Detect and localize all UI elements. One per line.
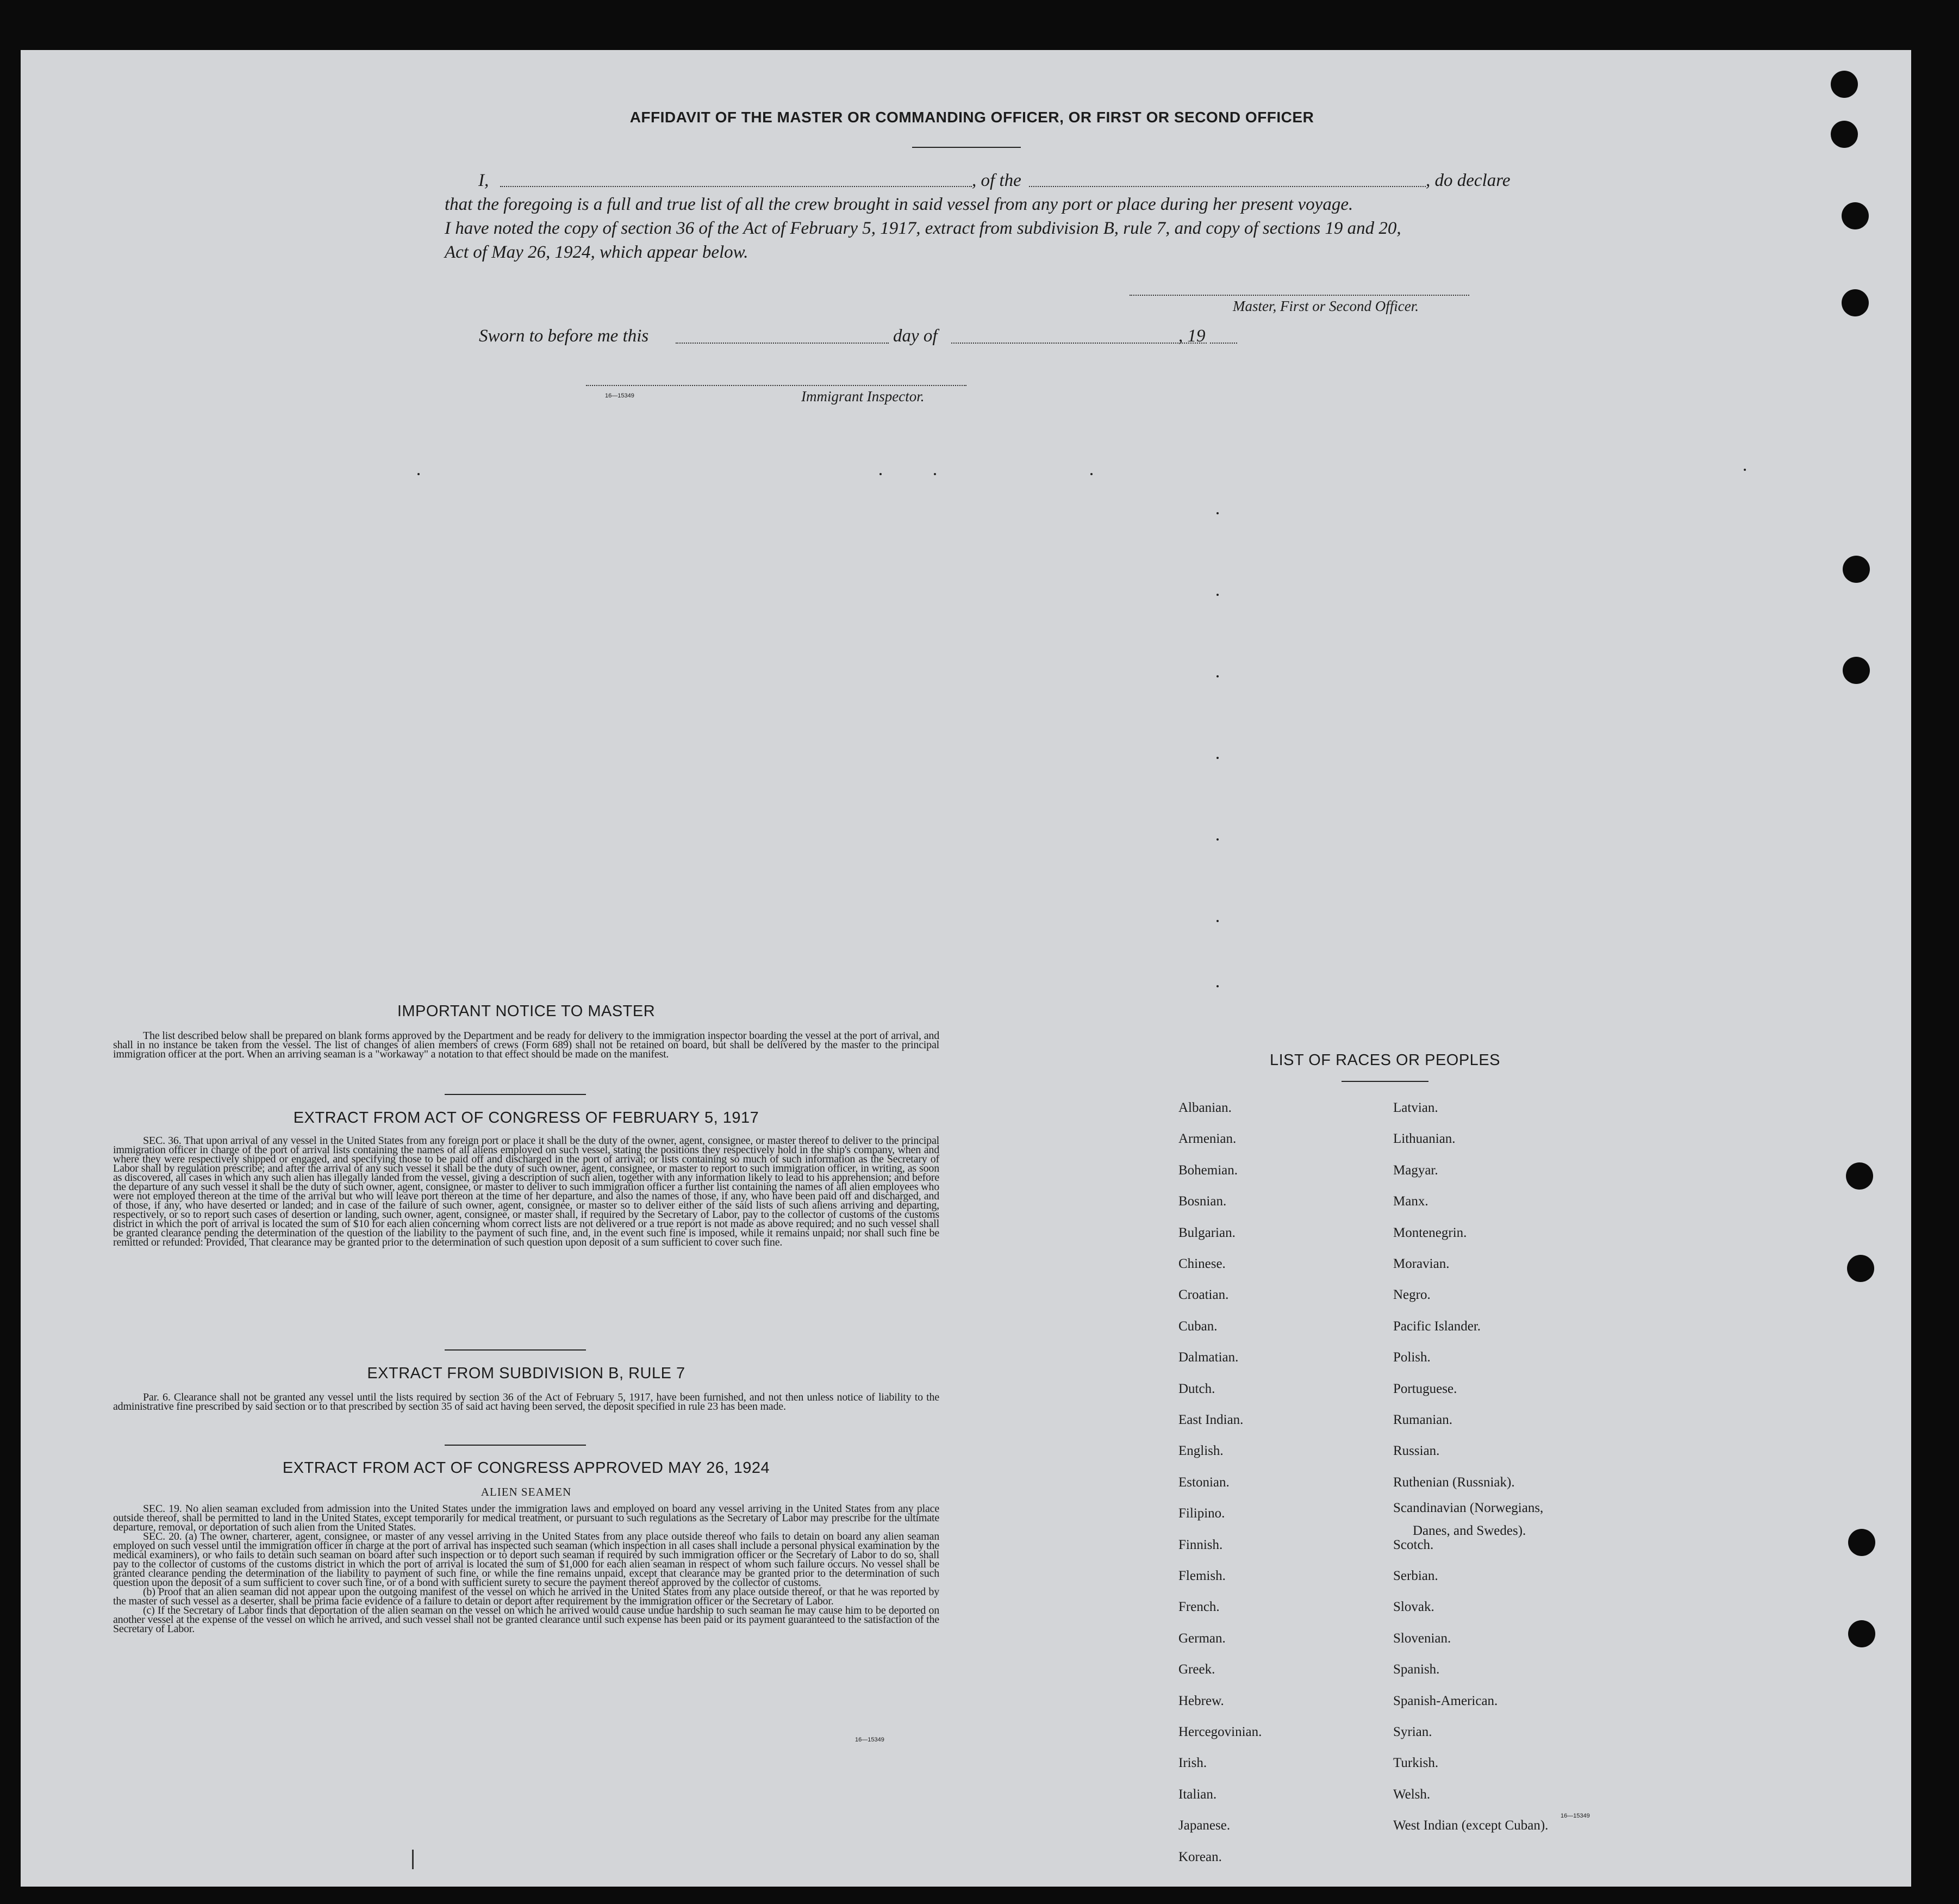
race-item: Rumanian. bbox=[1393, 1413, 1453, 1427]
race-item: Slovenian. bbox=[1393, 1631, 1451, 1646]
race-item: West Indian (except Cuban). bbox=[1393, 1818, 1549, 1833]
inspector-label: Immigrant Inspector. bbox=[801, 388, 925, 405]
race-item: English. bbox=[1178, 1443, 1224, 1459]
extract-1924-title: EXTRACT FROM ACT OF CONGRESS APPROVED MAY 26, 1924 bbox=[282, 1459, 770, 1477]
race-item: Bosnian. bbox=[1178, 1194, 1227, 1209]
vessel-name-field[interactable] bbox=[1029, 186, 1426, 187]
race-item: Finnish. bbox=[1178, 1537, 1223, 1552]
section-36-paragraph: SEC. 36. That upon arrival of any vessel in the United States from any foreign port or place it shall be the duty of the owner, agent, consignee, or master thereof to deliver to the principal immigration officer in charge of the port of arrival lists containing the names of all aliens employed on such vessel, stating the positions they respectively hold in the ship's company, when and where they were respectively shipped or engaged, and specifying those to be paid off and discharged in the port of arrival; or lists containing so much of such information as the Secretary of Labor shall by regulation prescribe; and after the arrival of any such vessel it shall be the duty of such owner, agent, consignee, or master to report to such immigration officer, in writing, as soon as discovered, all cases in which any such alien has illegally landed from the vessel, giving a description of such alien, together with any information likely to lead to his apprehension; and before the departure of any such vessel it shall be the duty of such owner, agent, consignee, or master to deliver to such immigration officer a further list containing the names of all alien employees who were not employed thereon at the time of the arrival but who will leave port thereon at the time of her departure, and also the names of those, if any, who have been paid off and discharged, and of those, if any, who have deserted or landed; and in case of the failure of such owner, agent, consignee, or master so to deliver either of the said lists of such aliens arriving and departing, respectively, or so to report such cases of desertion or landing, such owner, agent, consignee, or master shall, if required by the Secretary of Labor, pay to the collector of customs of the customs district in which the port of arrival is located the sum of $10 for each alien concerning whom correct lists are not delivered or a true report is not made as above required; and no such vessel shall be granted clearance pending the determination of the question of the liability to the payment of such fine, and, in the event such fine is imposed, while it remains unpaid; nor shall such fine be remitted or refunded: Provided, That clearance may be granted prior to the determination of such question upon deposit of a sum sufficient to cover such fine. bbox=[113, 1135, 939, 1248]
race-item: Lithuanian. bbox=[1393, 1131, 1456, 1147]
alien-seamen-subtitle: ALIEN SEAMEN bbox=[481, 1485, 572, 1498]
extract-rule-7-body bbox=[113, 1393, 939, 1411]
race-item: Armenian. bbox=[1178, 1131, 1237, 1147]
race-item: Estonian. bbox=[1178, 1474, 1230, 1490]
declarant-name-field[interactable] bbox=[500, 186, 972, 187]
print-speck bbox=[1216, 757, 1219, 759]
race-item: Turkish. bbox=[1393, 1756, 1439, 1771]
race-item: Flemish. bbox=[1178, 1569, 1226, 1583]
vessel-prefix: , of the bbox=[972, 171, 1021, 190]
extract-1924-body bbox=[113, 1504, 939, 1634]
binder-hole bbox=[1842, 289, 1869, 316]
race-item: East Indian. bbox=[1178, 1413, 1244, 1427]
section-20c-paragraph: (c) If the Secretary of Labor finds that deportation of the alien seaman on the vessel on which he arrived would cause undue hardship to such seaman he may cause him to be deported on another vessel at the expense of the vessel on which he arrived, and such vessel shall not be granted clearance until such expense has been paid or its payment guaranteed to the satisfaction of the Secretary of Labor. bbox=[113, 1604, 939, 1635]
race-item: Japanese. bbox=[1178, 1818, 1231, 1833]
race-item: Hercegovinian. bbox=[1178, 1725, 1262, 1739]
print-speck bbox=[417, 473, 420, 475]
race-item: Spanish-American. bbox=[1393, 1693, 1498, 1708]
binder-hole bbox=[1843, 657, 1870, 684]
print-speck bbox=[1216, 920, 1219, 922]
race-item: Moravian. bbox=[1393, 1256, 1450, 1271]
notice-title: IMPORTANT NOTICE TO MASTER bbox=[397, 1003, 656, 1020]
race-item: Montenegrin. bbox=[1393, 1225, 1467, 1240]
divider-1 bbox=[445, 1094, 586, 1095]
sworn-day-field[interactable] bbox=[676, 343, 889, 344]
binder-hole bbox=[1846, 1162, 1873, 1190]
race-item: Latvian. bbox=[1393, 1100, 1438, 1115]
race-item: Chinese. bbox=[1178, 1256, 1226, 1271]
sworn-year-field[interactable] bbox=[1210, 343, 1237, 344]
sworn-text: Sworn to before me this bbox=[479, 326, 649, 346]
section-20b-paragraph: (b) Proof that an alien seaman did not appear upon the outgoing manifest of the vessel on which he arrived in the United States from any place outside thereof, or that he was reported by the master of such vessel as a deserter, shall be prima facie evidence of a failure to detain or deport after requirement by the immigration officer or the Secretary of Labor. bbox=[113, 1586, 939, 1607]
race-item: Dalmatian. bbox=[1178, 1350, 1239, 1365]
year-prefix: , 19 bbox=[1178, 326, 1206, 346]
print-speck bbox=[1216, 985, 1219, 987]
paragraph-6: Par. 6. Clearance shall not be granted any vessel until the lists required by section 36 of the Act of February 5, 1917, have been furnished, and not then unless notice of liability to the administrative fine prescribed by said section or to that prescribed by section 35 of said act having been served, the deposit specified in rule 23 has been made. bbox=[113, 1391, 939, 1413]
print-speck bbox=[1090, 473, 1093, 475]
extract-1917-title: EXTRACT FROM ACT OF CONGRESS OF FEBRUARY 5, 1917 bbox=[293, 1109, 759, 1127]
race-item: Manx. bbox=[1393, 1194, 1428, 1209]
race-item: Albanian. bbox=[1178, 1100, 1232, 1115]
extract-rule-7-title: EXTRACT FROM SUBDIVISION B, RULE 7 bbox=[367, 1365, 685, 1382]
affidavit-line-3: I have noted the copy of section 36 of the Act of February 5, 1917, extract from subdivision B, rule 7, and copy of sections 19 and 20, bbox=[445, 219, 1401, 238]
race-item: Welsh. bbox=[1393, 1787, 1431, 1802]
section-19-paragraph: SEC. 19. No alien seaman excluded from admission into the United States under the immigration laws and employed on board any vessel arriving in the United States from any place outside thereof, shall be permitted to land in the United States, except temporarily for medical treatment, or pursuant to such regulations as the Secretary of Labor may prescribe for the ultimate departure, removal, or deportation of such alien from the United States. bbox=[113, 1503, 939, 1533]
race-item: Korean. bbox=[1178, 1849, 1222, 1864]
race-item: Bohemian. bbox=[1178, 1162, 1238, 1178]
print-speck bbox=[1216, 838, 1219, 841]
print-speck bbox=[1216, 675, 1219, 677]
binder-hole bbox=[1831, 121, 1858, 148]
race-item: Russian. bbox=[1393, 1443, 1440, 1459]
binder-hole bbox=[1848, 1529, 1875, 1556]
races-title: LIST OF RACES OR PEOPLES bbox=[1269, 1051, 1501, 1069]
race-item: Pacific Islander. bbox=[1393, 1318, 1481, 1334]
affidavit-title: AFFIDAVIT OF THE MASTER OR COMMANDING OFFICER, OR FIRST OR SECOND OFFICER bbox=[629, 109, 1314, 126]
form-number-bottom: 16—15349 bbox=[855, 1737, 884, 1743]
race-item: Serbian. bbox=[1393, 1569, 1438, 1583]
binder-hole bbox=[1847, 1255, 1874, 1282]
form-page bbox=[21, 50, 1911, 1887]
binder-hole bbox=[1848, 1620, 1875, 1647]
form-number-races: 16—15349 bbox=[1561, 1813, 1590, 1819]
race-item: Negro. bbox=[1393, 1287, 1431, 1303]
extract-1917-body bbox=[113, 1136, 939, 1247]
notice-body bbox=[113, 1031, 939, 1059]
race-item: Danes, and Swedes). bbox=[1413, 1523, 1526, 1539]
race-item: Syrian. bbox=[1393, 1725, 1432, 1739]
ink-mark bbox=[412, 1850, 414, 1869]
declarant-prefix: I, bbox=[478, 171, 489, 190]
officer-signature-field[interactable] bbox=[1130, 295, 1469, 296]
race-item: Hebrew. bbox=[1178, 1693, 1224, 1708]
title-underline bbox=[912, 147, 1021, 148]
day-of-text: day of bbox=[893, 326, 938, 346]
binder-hole bbox=[1831, 71, 1858, 98]
race-item: Scandinavian (Norwegians, bbox=[1393, 1501, 1544, 1516]
race-item: Greek. bbox=[1178, 1662, 1215, 1677]
print-speck bbox=[1216, 512, 1219, 514]
print-speck bbox=[1744, 469, 1746, 471]
race-item: Spanish. bbox=[1393, 1662, 1440, 1677]
race-item: Bulgarian. bbox=[1178, 1225, 1236, 1240]
form-number-top: 16—15349 bbox=[605, 393, 634, 399]
binder-hole bbox=[1843, 556, 1870, 583]
inspector-signature-field[interactable] bbox=[586, 385, 966, 386]
race-item: Cuban. bbox=[1178, 1318, 1218, 1334]
race-item: Italian. bbox=[1178, 1787, 1217, 1802]
binder-hole bbox=[1842, 202, 1869, 229]
races-underline bbox=[1342, 1081, 1428, 1082]
divider-3 bbox=[445, 1445, 586, 1446]
race-item: Ruthenian (Russniak). bbox=[1393, 1474, 1515, 1490]
race-item: Scotch. bbox=[1393, 1537, 1434, 1552]
declare-text: , do declare bbox=[1426, 171, 1511, 190]
race-item: Polish. bbox=[1393, 1350, 1431, 1365]
sworn-month-field[interactable] bbox=[951, 343, 1207, 344]
race-item: Magyar. bbox=[1393, 1162, 1438, 1178]
print-speck bbox=[934, 473, 936, 475]
race-item: Filipino. bbox=[1178, 1506, 1225, 1521]
race-item: Croatian. bbox=[1178, 1287, 1229, 1303]
print-speck bbox=[1216, 594, 1219, 596]
section-20a-paragraph: SEC. 20. (a) The owner, charterer, agent, consignee, or master of any vessel arriving in the United States from any place outside thereof who fails to detain on board any alien seaman employed on such vessel until the immigration officer in charge at the port of arrival has inspected such seaman (which inspection in all cases shall include a personal physical examination by the medical examiners), or who fails to detain such seaman on board after such inspection or to deport such seaman if required by such immigration officer or the Secretary of Labor to do so, shall pay to the collector of customs of the customs district in which the port of arrival is located the sum of $1,000 for each alien seaman in respect of whom such failure occurs. No vessel shall be granted clearance pending the determination of the liability to payment of such fine, or while the fine remains unpaid, except that clearance may be granted prior to the determination of such question upon the deposit of a sum sufficient to cover such fine, or of a bond with sufficient surety to secure the payment thereof approved by the collector of customs. bbox=[113, 1530, 939, 1589]
divider-2 bbox=[445, 1349, 586, 1351]
race-item: Irish. bbox=[1178, 1756, 1207, 1771]
officer-signature-label: Master, First or Second Officer. bbox=[1233, 298, 1419, 314]
race-item: Slovak. bbox=[1393, 1600, 1434, 1615]
affidavit-line-2: that the foregoing is a full and true list of all the crew brought in said vessel from any port or place during her present voyage. bbox=[445, 195, 1353, 214]
race-item: French. bbox=[1178, 1600, 1220, 1615]
notice-paragraph: The list described below shall be prepared on blank forms approved by the Department and be ready for delivery to the immigration inspector boarding the vessel at the port of arrival, and shall in no instance be taken from the vessel. The list of changes of alien members of crews (Form 689) shall not be retained on board, but shall be delivered by the master to the principal immigration officer at the port. When an arriving seaman is a "workaway" a notation to that effect should be made on the manifest. bbox=[113, 1030, 939, 1060]
race-item: Portuguese. bbox=[1393, 1381, 1457, 1396]
affidavit-line-4: Act of May 26, 1924, which appear below. bbox=[445, 242, 748, 262]
race-item: German. bbox=[1178, 1631, 1226, 1646]
race-item: Dutch. bbox=[1178, 1381, 1215, 1396]
print-speck bbox=[879, 473, 882, 475]
